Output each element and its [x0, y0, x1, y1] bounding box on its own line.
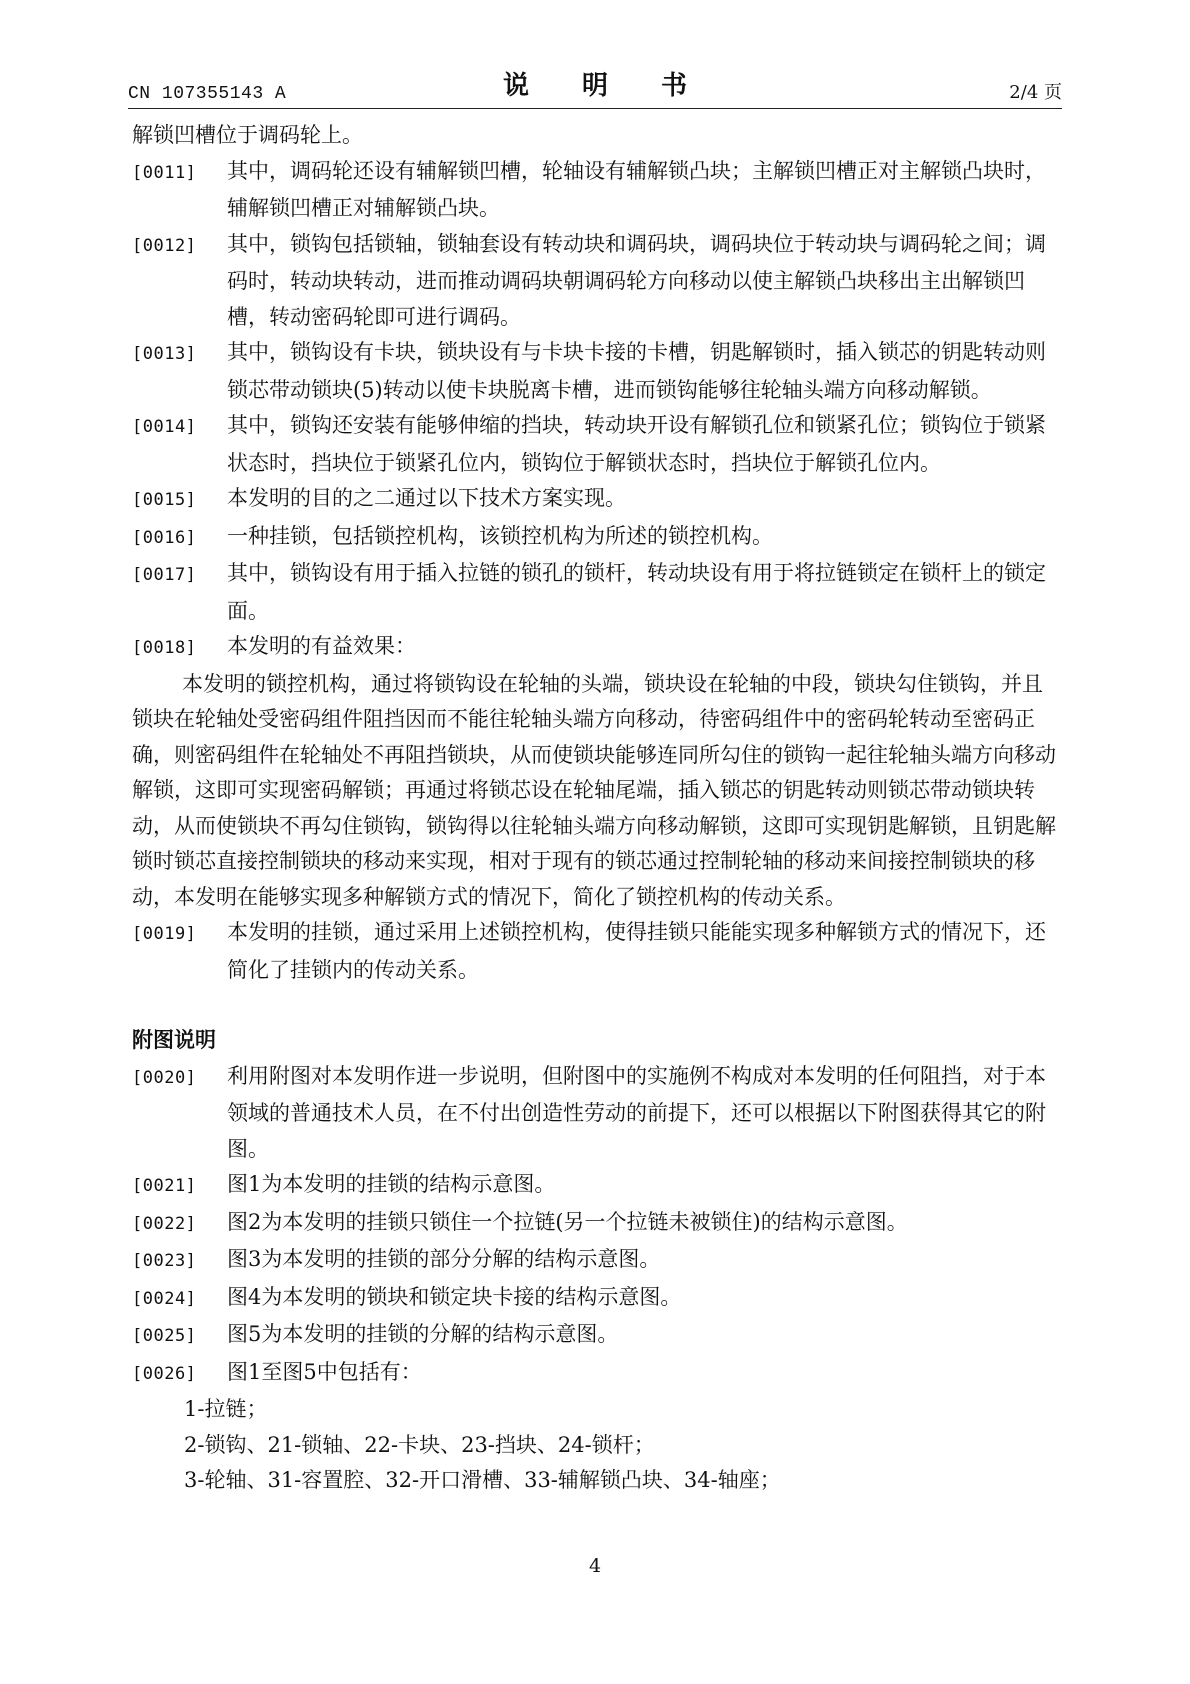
paragraph-number: [0017] — [132, 565, 197, 585]
paragraph-text: 其中，调码轮还设有辅解锁凹槽，轮轴设有辅解锁凸块；主解锁凹槽正对主解锁凸块时，辅解锁凹槽正对辅解锁凸块。 — [227, 158, 1046, 220]
paragraph-text: 图1至图5中包括有： — [227, 1359, 422, 1384]
paragraph-number: [0013] — [132, 344, 197, 364]
paragraph-text: 其中，锁钩设有卡块，锁块设有与卡块卡接的卡槽，钥匙解锁时，插入锁芯的钥匙转动则锁芯带动锁块(5)转动以使卡块脱离卡槽，进而锁钩能够往轮轴头端方向移动解锁。 — [227, 340, 1046, 402]
paragraph-number: [0022] — [132, 1213, 197, 1234]
document-title: 说 明 书 — [502, 71, 710, 101]
legend-line: 1-拉链； — [184, 1397, 268, 1421]
paragraph-number: [0014] — [132, 417, 197, 437]
paragraph-text: 其中，锁钩还安装有能够伸缩的挡块，转动块开设有解锁孔位和锁紧孔位；锁钩位于锁紧状态时，挡块位于锁紧孔位内，锁钩位于解锁状态时，挡块位于解锁孔位内。 — [227, 413, 1046, 475]
paragraph-text: 一种挂锁，包括锁控机构，该锁控机构为所述的锁控机构。 — [227, 523, 773, 548]
paragraph-text: 图4为本发明的锁块和锁定块卡接的结构示意图。 — [227, 1284, 682, 1309]
paragraph-0021 — [132, 1167, 1062, 1205]
paragraph-0018 — [132, 629, 1062, 667]
benefit-paragraph: 本发明的锁控机构，通过将锁钩设在轮轴的头端，锁块设在轮轴的中段，锁块勾住锁钩，并且锁块在轮轴处受密码组件阻挡因而不能往轮轴头端方向移动，待密码组件中的密码轮转动至密码正确，则密码组件在轮轴处不再阻挡锁块，从而使锁块能够连同所勾住的锁钩一起往轮轴头端方向移动解锁，这即可实现密码解锁；再通过将锁芯设在轮轴尾端，插入锁芯的钥匙转动则锁芯带动锁块转动，从而使锁块不再勾住锁钩，锁钩得以往轮轴头端方向移动解锁，这即可实现钥匙解锁，且钥匙解锁时锁芯直接控制锁块的移动来实现，相对于现有的锁芯通过控制轮轴的移动来间接控制锁块的移动，本发明在能够实现多种解锁方式的情况下，简化了锁控机构的传动关系。 — [132, 671, 1056, 909]
paragraph-number: [0012] — [132, 235, 197, 256]
paragraph-0024 — [132, 1280, 1062, 1318]
continued-line: 解锁凹槽位于调码轮上。 — [132, 123, 363, 147]
paragraph-text: 图2为本发明的挂锁只锁住一个拉链(另一个拉链未被锁住)的结构示意图。 — [227, 1209, 908, 1234]
paragraph-0013 — [132, 335, 1062, 408]
paragraph-number: [0024] — [132, 1288, 197, 1309]
paragraph-text: 利用附图对本发明作进一步说明，但附图中的实施例不构成对本发明的任何阻挡，对于本领域的普通技术人员，在不付出创造性劳动的前提下，还可以根据以下附图获得其它的附图。 — [227, 1063, 1046, 1161]
paragraph-0011 — [132, 154, 1062, 227]
page-header — [128, 68, 1062, 108]
paragraph-0019 — [132, 915, 1062, 988]
paragraph-0022 — [132, 1205, 1062, 1243]
legend-line: 2-锁钩、21-锁轴、22-卡块、23-挡块、24-锁杆； — [184, 1432, 655, 1457]
paragraph-number: [0019] — [132, 924, 197, 944]
paragraph-0026 — [132, 1355, 1062, 1393]
paragraph-text: 图1为本发明的挂锁的结构示意图。 — [227, 1172, 556, 1196]
paragraph-number: [0020] — [132, 1067, 197, 1088]
paragraph-text: 本发明的目的之二通过以下技术方案实现。 — [227, 486, 626, 510]
document-body — [132, 118, 1062, 1499]
paragraph-number: [0015] — [132, 490, 197, 510]
paragraph-number: [0021] — [132, 1176, 197, 1196]
paragraph-text: 其中，锁钩设有用于插入拉链的锁孔的锁杆，转动块设有用于将拉链锁定在锁杆上的锁定面。 — [227, 561, 1046, 623]
page-number: 4 — [588, 1555, 602, 1577]
paragraph-0017 — [132, 556, 1062, 629]
paragraph-text: 其中，锁钩包括锁轴，锁轴套设有转动块和调码块，调码块位于转动块与调码轮之间；调码时，转动块转动，进而推动调码块朝调码轮方向移动以使主解锁凸块移出主出解锁凹槽，转动密码轮即可进行调码。 — [227, 231, 1046, 329]
paragraph-0014 — [132, 408, 1062, 481]
paragraph-0015 — [132, 481, 1062, 519]
paragraph-number: [0011] — [132, 162, 197, 183]
paragraph-number: [0018] — [132, 638, 197, 658]
paragraph-0023 — [132, 1242, 1062, 1280]
paragraph-number: [0016] — [132, 527, 197, 548]
paragraph-text: 图3为本发明的挂锁的部分分解的结构示意图。 — [227, 1247, 661, 1271]
section-heading: 附图说明 — [132, 1028, 216, 1052]
paragraph-0025 — [132, 1317, 1062, 1355]
page-indicator: 2/4 页 — [1009, 82, 1062, 103]
legend-line: 3-轮轴、31-容置腔、32-开口滑槽、33-辅解锁凸块、34-轴座； — [184, 1468, 781, 1492]
paragraph-text: 本发明的挂锁，通过采用上述锁控机构，使得挂锁只能能实现多种解锁方式的情况下，还简化了挂锁内的传动关系。 — [227, 920, 1046, 982]
document-number: CN 107355143 A — [128, 84, 287, 104]
paragraph-0020 — [132, 1059, 1062, 1168]
paragraph-number: [0023] — [132, 1251, 197, 1271]
header-rule — [128, 108, 1062, 109]
paragraph-0016 — [132, 519, 1062, 557]
paragraph-0012 — [132, 227, 1062, 336]
paragraph-text: 图5为本发明的挂锁的分解的结构示意图。 — [227, 1322, 619, 1346]
paragraph-text: 本发明的有益效果： — [227, 634, 416, 658]
paragraph-number: [0026] — [132, 1363, 197, 1384]
paragraph-number: [0025] — [132, 1326, 197, 1346]
